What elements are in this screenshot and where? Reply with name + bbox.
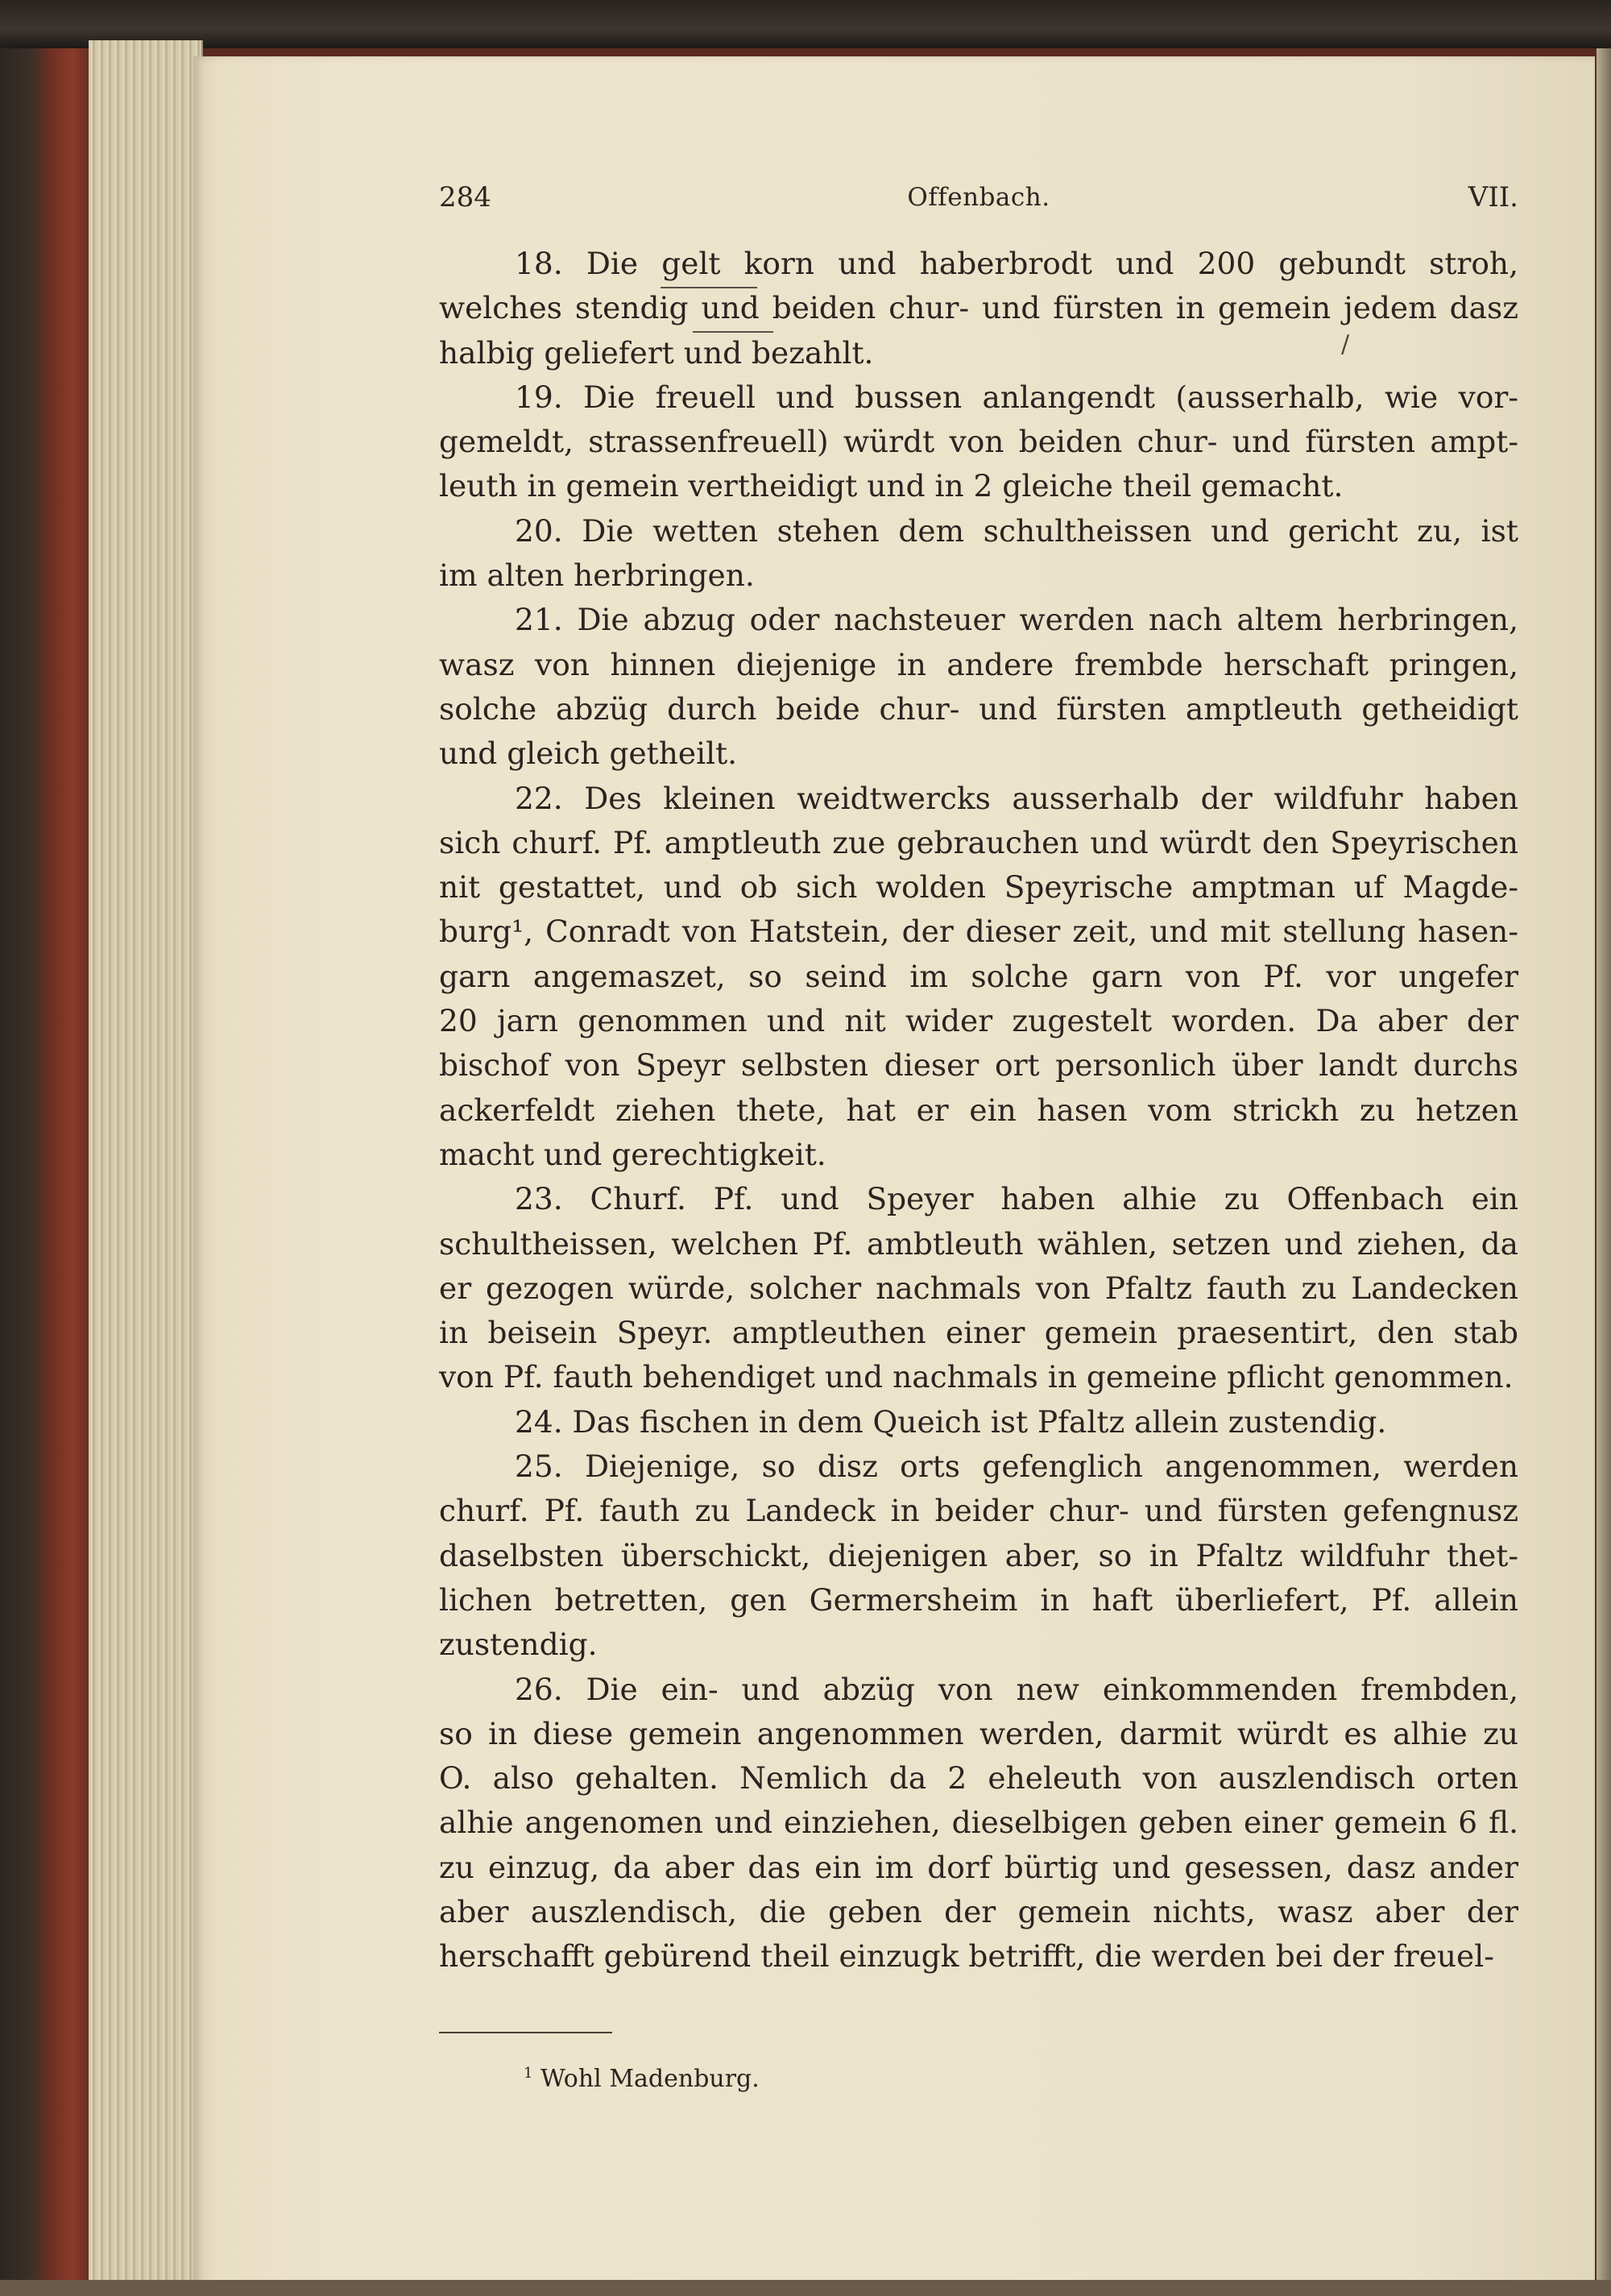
paragraph bbox=[439, 777, 1518, 1178]
text-line: halbig geliefert und bezahlt. bbox=[439, 334, 874, 371]
text-line: 23. Churf. Pf. und Speyer haben alhie zu Offenbach ein bbox=[515, 1181, 1518, 1217]
text-line: in beisein Speyr. amptleuthen einer gemein praesentirt, den stab bbox=[439, 1315, 1518, 1351]
text-line: garn angemaszet, so seind im solche garn von Pf. vor ungefer bbox=[439, 958, 1518, 994]
text-line: so in diese gemein angenommen werden, darmit würdt es alhie zu bbox=[439, 1715, 1518, 1751]
pencil-slash-mark: / bbox=[1341, 330, 1350, 358]
text-line: leuth in gemein vertheidigt und in 2 gleiche theil gemacht. bbox=[439, 468, 1344, 504]
text-line: schultheissen, welchen Pf. ambtleuth wählen, setzen und ziehen, da bbox=[439, 1225, 1518, 1262]
text-line: 25. Diejenige, so disz orts gefenglich angenommen, werden bbox=[515, 1448, 1518, 1485]
text-line: solche abzüg durch beide chur- und fürsten amptleuth getheidigt bbox=[439, 690, 1518, 727]
text-line: von Pf. fauth behendiget und nachmals in gemeine pflicht genommen. bbox=[439, 1359, 1514, 1395]
text-line: nit gestattet, und ob sich wolden Speyrische amptman uf Magde- bbox=[439, 869, 1518, 906]
book-right-edge bbox=[1597, 48, 1611, 2296]
text-line: burg¹, Conradt von Hatstein, der dieser zeit, und mit stellung hasen- bbox=[439, 914, 1518, 950]
paragraph bbox=[439, 242, 1518, 375]
text-line: macht und gerechtigkeit. bbox=[439, 1136, 826, 1172]
text-line: gemeldt, strassenfreuell) würdt von beiden chur- und fürsten ampt- bbox=[439, 424, 1518, 460]
text-line: 18. Die gelt korn und haberbrodt und 200 gebundt stroh, bbox=[515, 246, 1518, 281]
page-stack-edges bbox=[89, 40, 203, 2288]
text-line: wasz von hinnen diejenige in andere frembde herschaft pringen, bbox=[439, 646, 1518, 682]
paragraph bbox=[439, 1444, 1518, 1667]
text-line: 20 jarn genommen und nit wider zugestelt worden. Da aber der bbox=[439, 1003, 1518, 1039]
paragraph bbox=[439, 1400, 1518, 1444]
text-line: O. also gehalten. Nemlich da 2 eheleuth von auszlendisch orten bbox=[439, 1760, 1518, 1797]
paragraph bbox=[439, 1668, 1518, 1979]
text-line: er gezogen würde, solcher nachmals von Pfaltz fauth zu Landecken bbox=[439, 1270, 1518, 1306]
text-line: ackerfeldt ziehen thete, hat er ein hasen vom strickh zu hetzen bbox=[439, 1092, 1518, 1128]
text-line: lichen betretten, gen Germersheim in haft überliefert, Pf. allein bbox=[439, 1581, 1518, 1618]
text-line: 21. Die abzug oder nachsteuer werden nach altem herbringen, bbox=[515, 602, 1518, 638]
text-line: herschafft gebürend theil einzugk betrifft, die werden bei der freuel- bbox=[439, 1938, 1494, 1975]
footnote-text: Wohl Madenburg. bbox=[540, 2065, 760, 2093]
text-line: zu einzug, da aber das ein im dorf bürtig und gesessen, dasz ander bbox=[439, 1849, 1518, 1885]
text-line: und gleich getheilt. bbox=[439, 736, 738, 772]
paragraph bbox=[439, 598, 1518, 776]
text-line: 20. Die wetten stehen dem schultheissen und gericht zu, ist bbox=[515, 512, 1518, 549]
text-line: daselbsten überschickt, diejenigen aber, so in Pfaltz wildfuhr thet- bbox=[439, 1537, 1518, 1573]
paragraph bbox=[439, 375, 1518, 509]
page-number: 284 bbox=[439, 181, 491, 213]
text-line: 24. Das fischen in dem Queich ist Pfaltz allein zustendig. bbox=[515, 1403, 1387, 1440]
pencil-underline bbox=[693, 331, 773, 333]
text-line: 19. Die freuell und bussen anlangendt (ausserhalb, wie vor- bbox=[515, 379, 1518, 415]
running-header bbox=[439, 181, 1518, 222]
chapter-number: VII. bbox=[1468, 181, 1518, 213]
pencil-underline bbox=[661, 287, 757, 288]
footnote-rule bbox=[439, 2032, 612, 2033]
book-bottom-edge bbox=[0, 2280, 1611, 2296]
text-line: sich churf. Pf. amptleuth zue gebrauchen und würdt den Speyrischen bbox=[439, 824, 1518, 860]
text-line: 26. Die ein- und abzüg von new einkommenden frembden, bbox=[515, 1671, 1518, 1707]
text-line: bischof von Speyr selbsten dieser ort personlich über landt durchs bbox=[439, 1047, 1518, 1084]
text-line: im alten herbringen. bbox=[439, 557, 755, 594]
text-line: churf. Pf. fauth zu Landeck in beider chur- und fürsten gefengnusz bbox=[439, 1493, 1518, 1529]
text-line: welches stendig und beiden chur- und fürsten in gemein jedem dasz bbox=[439, 290, 1518, 326]
paragraph bbox=[439, 1177, 1518, 1399]
running-title: Offenbach. bbox=[907, 183, 1050, 212]
book-top-edge bbox=[0, 0, 1611, 48]
footnote bbox=[524, 2065, 760, 2093]
text-line: alhie angenomen und einziehen, dieselbigen geben einer gemein 6 fl. bbox=[439, 1805, 1518, 1841]
text-line: 22. Des kleinen weidtwercks ausserhalb der wildfuhr haben bbox=[515, 780, 1518, 816]
text-line: aber auszlendisch, die geben der gemein nichts, wasz aber der bbox=[439, 1893, 1518, 1929]
text-line: zustendig. bbox=[439, 1627, 598, 1663]
main-text bbox=[439, 242, 1518, 1979]
paragraph bbox=[439, 509, 1518, 599]
footnote-marker: 1 bbox=[524, 2065, 533, 2082]
